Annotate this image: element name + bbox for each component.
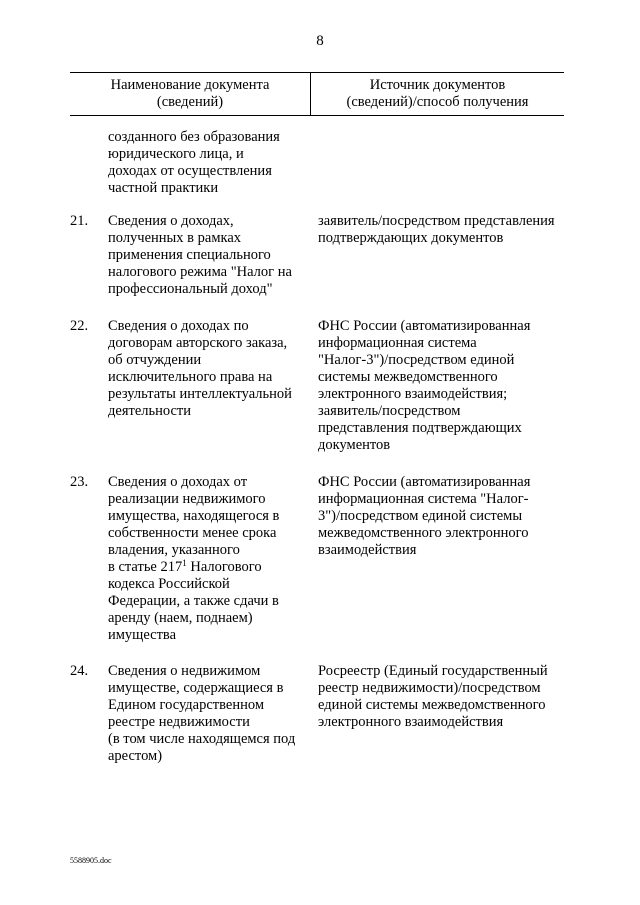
row-name: Сведения о доходах, полученных в рамках применения специального налогового режима "Налог на профессиональный доход" bbox=[108, 213, 292, 297]
row-number: 22. bbox=[70, 318, 89, 334]
table-row-24 bbox=[70, 663, 564, 765]
row-name: созданного без образования юридического лица, и доходах от осуществления частной практики bbox=[108, 129, 280, 196]
table-row-continuation bbox=[70, 129, 564, 197]
row-number: 21. bbox=[70, 213, 89, 229]
row-source: ФНС России (автоматизированная информационная система "Налог-3")/посредством единой системы межведомственного электронного взаимодействия; заявитель/посредством представления подтверждающих документов bbox=[318, 318, 531, 453]
row-source: заявитель/посредством представления подтверждающих документов bbox=[318, 213, 555, 246]
header-document-source: Источник документов (сведений)/способ получения bbox=[346, 77, 529, 110]
document-footer: 5588905.doc bbox=[70, 856, 112, 865]
page-number: 8 bbox=[316, 33, 324, 49]
table-row-21 bbox=[70, 213, 564, 298]
row-name: Сведения о недвижимом имуществе, содержащиеся в Едином государственном реестре недвижимости (в том числе находящемся под арестом) bbox=[108, 663, 296, 764]
footnote-superscript: 1 bbox=[182, 558, 187, 568]
table-row-22 bbox=[70, 318, 564, 454]
header-document-name: Наименование документа (сведений) bbox=[110, 77, 270, 110]
table-header bbox=[70, 72, 564, 116]
row-name: Сведения о доходах от реализации недвижимого имущества, находящегося в собственности менее срока владения, указанного в статье $217^1$ Налогового кодекса Российской Федерации, а также сдачи в аренду (наем, поднаем) имущества bbox=[108, 474, 280, 643]
row-source: Росреестр (Единый государственный реестр недвижимости)/посредством единой системы межведомственного электронного взаимодействия bbox=[318, 663, 548, 730]
documents-table bbox=[70, 72, 564, 116]
table-row-23 bbox=[70, 474, 564, 644]
row-name: Сведения о доходах по договорам авторского заказа, об отчуждении исключительного права на результаты интеллектуальной деятельности bbox=[108, 318, 292, 419]
row-number: 24. bbox=[70, 663, 89, 679]
row-source: ФНС России (автоматизированная информационная система "Налог- 3")/посредством единой системы межведомственного электронного взаимодействия bbox=[318, 474, 531, 558]
row-number: 23. bbox=[70, 474, 89, 490]
